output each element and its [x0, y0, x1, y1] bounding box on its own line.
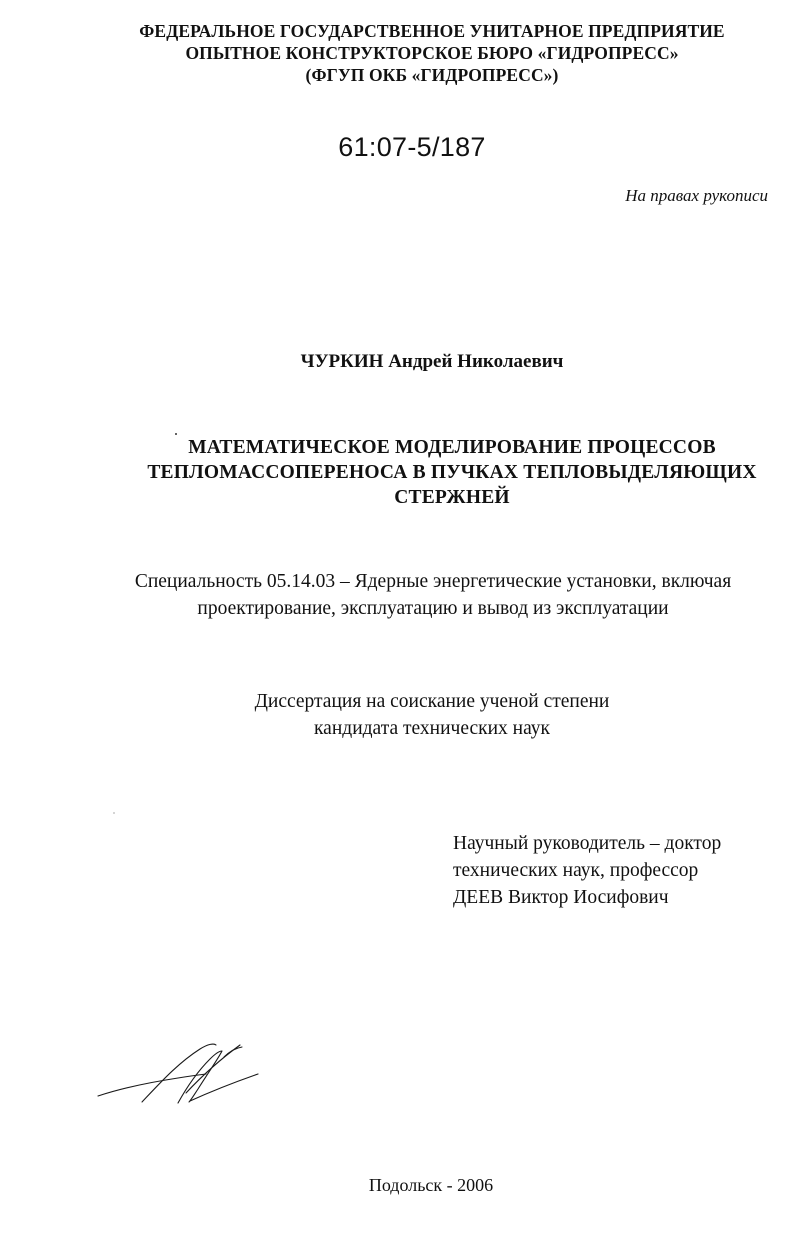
title-line-3: СТЕРЖНЕЙ — [394, 487, 510, 508]
degree-block — [0, 688, 799, 742]
specialty-block — [0, 568, 799, 622]
degree-line-1: Диссертация на соискание ученой степени — [254, 691, 610, 712]
organization-header — [0, 20, 799, 86]
specialty-line-2: проектирование, эксплуатацию и вывод из эксплуатации — [197, 598, 669, 619]
advisor-line-1: Научный руководитель – доктор — [453, 833, 722, 854]
footer-place-year: Подольск - 2006 — [368, 1175, 494, 1195]
scan-speck — [113, 812, 115, 814]
author-name: ЧУРКИН Андрей Николаевич — [300, 351, 564, 372]
specialty-line-1: Специальность 05.14.03 – Ядерные энергетические установки, включая — [134, 571, 732, 592]
org-line-2: ОПЫТНОЕ КОНСТРУКТОРСКОЕ БЮРО «ГИДРОПРЕСС» — [185, 43, 679, 63]
dissertation-title — [0, 435, 799, 510]
advisor-block — [453, 830, 721, 911]
degree-line-2: кандидата технических наук — [314, 718, 550, 739]
title-line-1: МАТЕМАТИЧЕСКОЕ МОДЕЛИРОВАНИЕ ПРОЦЕССОВ — [188, 437, 716, 458]
rights-note: На правах рукописи — [625, 186, 768, 205]
title-line-2: ТЕПЛОМАССОПЕРЕНОСА В ПУЧКАХ ТЕПЛОВЫДЕЛЯЮЩИХ — [147, 462, 757, 483]
catalog-code: 61:07-5/187 — [338, 132, 486, 162]
org-line-3: (ФГУП ОКБ «ГИДРОПРЕСС») — [305, 65, 559, 85]
signature-icon — [90, 1035, 270, 1110]
advisor-line-2: технических наук, профессор — [453, 860, 699, 881]
advisor-line-3: ДЕЕВ Виктор Иосифович — [453, 887, 669, 908]
org-line-1: ФЕДЕРАЛЬНОЕ ГОСУДАРСТВЕННОЕ УНИТАРНОЕ ПРЕДПРИЯТИЕ — [139, 21, 725, 41]
